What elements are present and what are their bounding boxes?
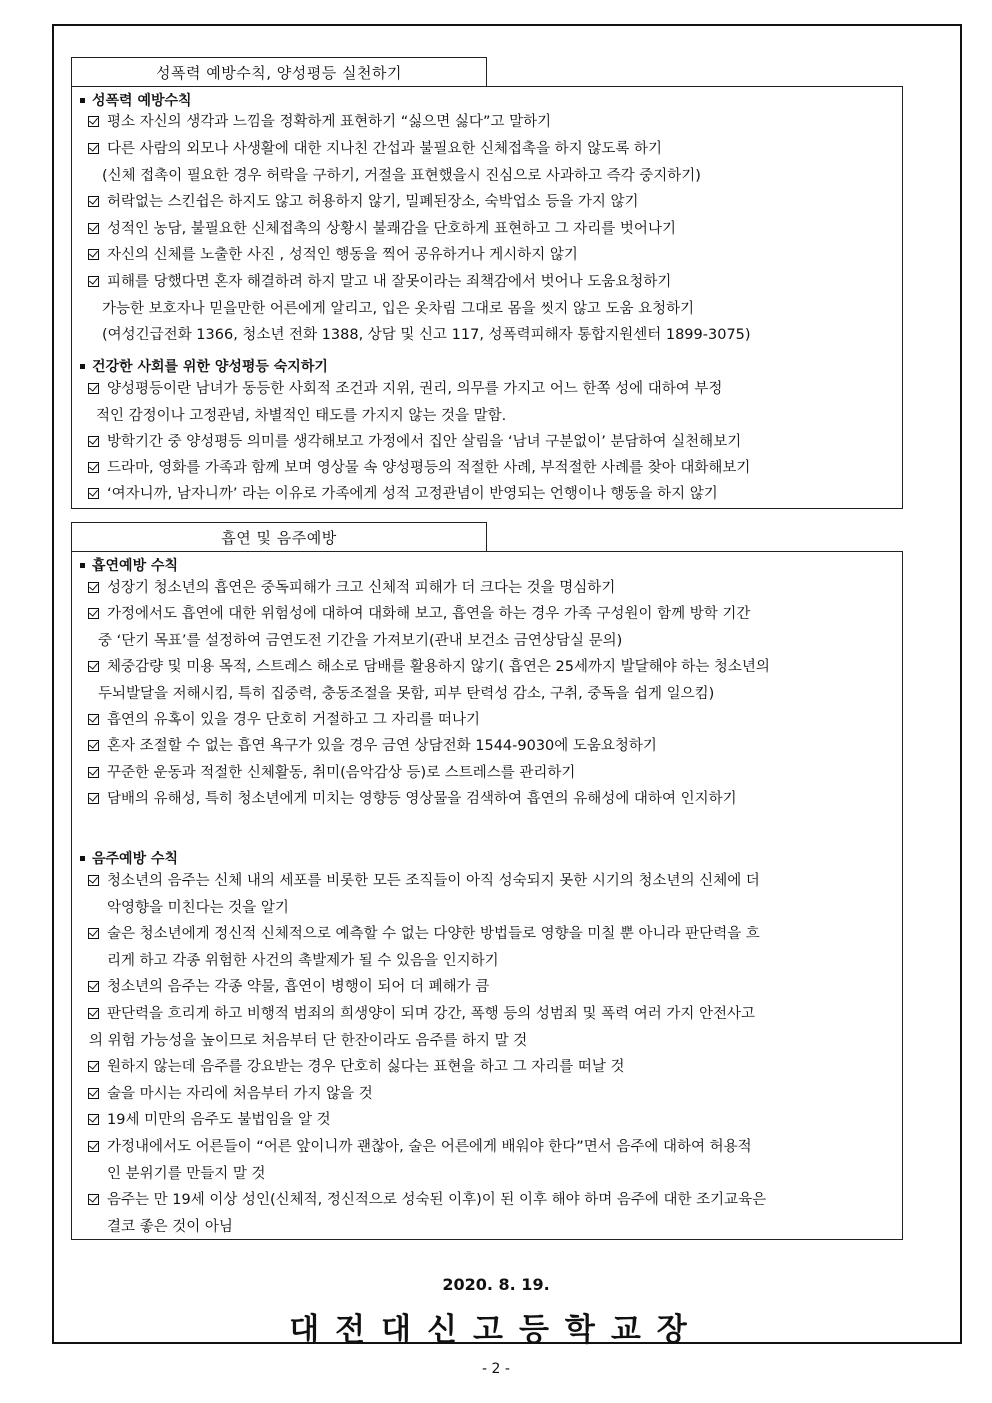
checklist-item-text: 양성평등이란 남녀가 동등한 사회적 조건과 지위, 권리, 의무를 가지고 어느 한쪽 성에 대하여 부정 [107,381,723,397]
checklist-item-text: 술을 마시는 자리에 처음부터 가지 않을 것 [107,1086,373,1102]
sub-heading-text: 성폭력 예방수칙 [92,93,192,109]
checklist-item [88,1060,894,1075]
checked-box-icon [88,1141,99,1152]
checklist-item [88,461,894,476]
checklist-item-text: 청소년의 음주는 신체 내의 세포를 비롯한 모든 조직들이 아직 성숙되지 못한 시기의 청소년의 신체에 더 [107,873,760,889]
checklist-item-text: 방학기간 중 양성평등 의미를 생각해보고 가정에서 집안 살림을 ‘남녀 구분없이’ 분담하여 실천해보기 [107,434,742,450]
checklist-item-text: 자신의 신체를 노출한 사진 , 성적인 행동을 찍어 공유하거나 게시하지 않기 [107,247,578,263]
section1-sub1-heading [80,90,192,110]
checklist-item [88,1193,894,1208]
checklist-item [88,1140,894,1155]
checklist-item-text: 허락없는 스킨쉽은 하지도 않고 허용하지 않기, 밀폐된장소, 숙박업소 등을 가지 않기 [107,194,639,210]
checklist-item [88,927,894,942]
section-title-sexual-violence: 성폭력 예방수칙, 양성평등 실천하기 [71,57,487,87]
square-bullet-icon [80,856,85,861]
section-title-smoking-drinking: 흡연 및 음주예방 [71,522,487,552]
checklist-item-continuation: 인 분위기를 만들지 말 것 [107,1166,266,1182]
checklist-item-text: 가정에서도 흡연에 대한 위험성에 대하여 대화해 보고, 흡연을 하는 경우 가족 구성원이 함께 방학 기간 [107,606,751,622]
checklist-item-continuation: 중 ‘단기 목표’를 설정하여 금연도전 기간을 가져보기(관내 보건소 금연상담실 문의) [98,633,623,649]
checklist-item-continuation: 리게 하고 각종 위험한 사건의 촉발제가 될 수 있음을 인지하기 [107,953,499,969]
checked-box-icon [88,488,99,499]
checked-box-icon [88,116,99,127]
checklist-item-text: 성장기 청소년의 흡연은 중독피해가 크고 신체적 피해가 더 크다는 것을 명심하기 [107,580,616,596]
square-bullet-icon [80,98,85,103]
checklist-item [88,792,894,807]
checked-box-icon [88,462,99,473]
square-bullet-icon [80,563,85,568]
checked-box-icon [88,249,99,260]
checklist-item-text: 19세 미만의 음주도 불법임을 알 것 [107,1112,331,1128]
checklist-item [88,660,894,675]
checked-box-icon [88,767,99,778]
checked-box-icon [88,223,99,234]
checklist-item [88,980,894,995]
checked-box-icon [88,1008,99,1019]
checklist-item [88,581,894,596]
checklist-item-continuation: 두뇌발달을 저해시킴, 특히 집중력, 충동조절을 못함, 피부 탄력성 감소, 구취, 중독을 쉽게 일으킴) [98,686,715,702]
checklist-item [88,1087,894,1102]
checklist-item [88,607,894,622]
checklist-item [88,713,894,728]
checklist-item-text: 가정내에서도 어른들이 “어른 앞이니까 괜찮아, 술은 어른에게 배워야 한다”면서 음주에 대하여 허용적 [107,1139,752,1155]
checklist-item-text: 혼자 조절할 수 없는 흡연 욕구가 있을 경우 금연 상담전화 1544-9030에 도움요청하기 [107,738,657,754]
checklist-item [88,766,894,781]
checked-box-icon [88,793,99,804]
checklist-item [88,1113,894,1128]
checklist-item [88,275,894,290]
checklist-item-text: 다른 사람의 외모나 사생활에 대한 지나친 간섭과 불필요한 신체접촉을 하지 않도록 하기 [107,141,662,157]
checked-box-icon [88,608,99,619]
document-date: 2020. 8. 19. [442,1275,550,1294]
checklist-item-text: 담배의 유해성, 특히 청소년에게 미치는 영향등 영상물을 검색하여 흡연의 유해성에 대하여 인지하기 [107,791,737,807]
checked-box-icon [88,196,99,207]
page-number: - 2 - [482,1361,510,1377]
checklist-item-text: 흡연의 유혹이 있을 경우 단호히 거절하고 그 자리를 떠나기 [107,712,481,728]
checklist-item-text: 피해를 당했다면 혼자 해결하려 하지 말고 내 잘못이라는 죄책감에서 벗어나 도움요청하기 [107,274,672,290]
checked-box-icon [88,1061,99,1072]
checklist-item-continuation: 의 위험 가능성을 높이므로 처음부터 단 한잔이라도 음주를 하지 말 것 [89,1033,528,1049]
school-principal-name: 대전대신고등학교장 [289,1312,703,1348]
checklist-item-text: 평소 자신의 생각과 느낌을 정확하게 표현하기 “싫으면 싫다”고 말하기 [107,114,552,130]
checklist-item [88,222,894,237]
checked-box-icon [88,143,99,154]
checked-box-icon [88,661,99,672]
checklist-item-continuation: 악영향을 미친다는 것을 알기 [107,900,289,916]
checklist-item [88,195,894,210]
checked-box-icon [88,1194,99,1205]
checklist-item [88,739,894,754]
checklist-item-text: 청소년의 음주는 각종 약물, 흡연이 병행이 되어 더 폐해가 큼 [107,979,490,995]
checklist-item-continuation: 결코 좋은 것이 아님 [107,1219,233,1235]
checked-box-icon [88,276,99,287]
section1-sub2-heading [80,356,328,376]
checked-box-icon [88,582,99,593]
checklist-item-text: ‘여자니까, 남자니까’ 라는 이유로 가족에게 성적 고정관념이 반영되는 언행이나 행동을 하지 않기 [107,486,718,502]
checklist-item [88,248,894,263]
section-box-smoking-drinking [71,551,903,1240]
checklist-item-text: 성적인 농담, 불필요한 신체접촉의 상황시 불쾌감을 단호하게 표현하고 그 자리를 벗어나기 [107,221,676,237]
section-box-sexual-violence [71,86,903,509]
section2-sub1-heading [80,555,178,575]
checklist-item-continuation: 가능한 보호자나 믿을만한 어른에게 알리고, 입은 옷차림 그대로 몸을 씻지 않고 도움 요청하기 [102,301,695,317]
checklist-item [88,435,894,450]
checklist-item-continuation: 적인 감정이나 고정관념, 차별적인 태도를 가지지 않는 것을 말함. [96,408,507,424]
checklist-item-text: 꾸준한 운동과 적절한 신체활동, 취미(음악감상 등)로 스트레스를 관리하기 [107,765,576,781]
checklist-item-continuation: (신체 접촉이 필요한 경우 허락을 구하기, 거절을 표현했을시 진심으로 사과하고 즉각 중지하기) [102,168,701,184]
checklist-item [88,874,894,889]
checked-box-icon [88,714,99,725]
square-bullet-icon [80,364,85,369]
checklist-item [88,382,894,397]
checklist-item [88,142,894,157]
checklist-item-text: 체중감량 및 미용 목적, 스트레스 해소로 담배를 활용하지 않기( 흡연은 25세까지 발달해야 하는 청소년의 [107,659,770,675]
checklist-item [88,115,894,130]
checked-box-icon [88,436,99,447]
sub-heading-text: 음주예방 수칙 [92,851,179,867]
checked-box-icon [88,1114,99,1125]
checklist-item-text: 드라마, 영화를 가족과 함께 보며 영상물 속 양성평등의 적절한 사례, 부적절한 사례를 찾아 대화해보기 [107,460,751,476]
checklist-item-text: 판단력을 흐리게 하고 비행적 범죄의 희생양이 되며 강간, 폭행 등의 성범죄 및 폭력 여러 가지 안전사고 [107,1006,756,1022]
checked-box-icon [88,383,99,394]
checklist-item-continuation: (여성긴급전화 1366, 청소년 전화 1388, 상담 및 신고 117, 성폭력피해자 통합지원센터 1899-3075) [102,327,751,343]
checked-box-icon [88,928,99,939]
checklist-item-text: 음주는 만 19세 이상 성인(신체적, 정신적으로 성숙된 이후)이 된 이후 해야 하며 음주에 대한 조기교육은 [107,1192,767,1208]
section2-sub2-heading [80,848,178,868]
checked-box-icon [88,740,99,751]
checklist-item [88,487,894,502]
checked-box-icon [88,1088,99,1099]
checklist-item [88,1007,894,1022]
checklist-item-text: 술은 청소년에게 정신적 신체적으로 예측할 수 없는 다양한 방법들로 영향을 미칠 뿐 아니라 판단력을 흐 [107,926,760,942]
sub-heading-text: 건강한 사회를 위한 양성평등 숙지하기 [92,359,328,375]
checked-box-icon [88,875,99,886]
checked-box-icon [88,981,99,992]
sub-heading-text: 흡연예방 수칙 [92,558,179,574]
checklist-item-text: 원하지 않는데 음주를 강요받는 경우 단호히 싫다는 표현을 하고 그 자리를 떠날 것 [107,1059,625,1075]
